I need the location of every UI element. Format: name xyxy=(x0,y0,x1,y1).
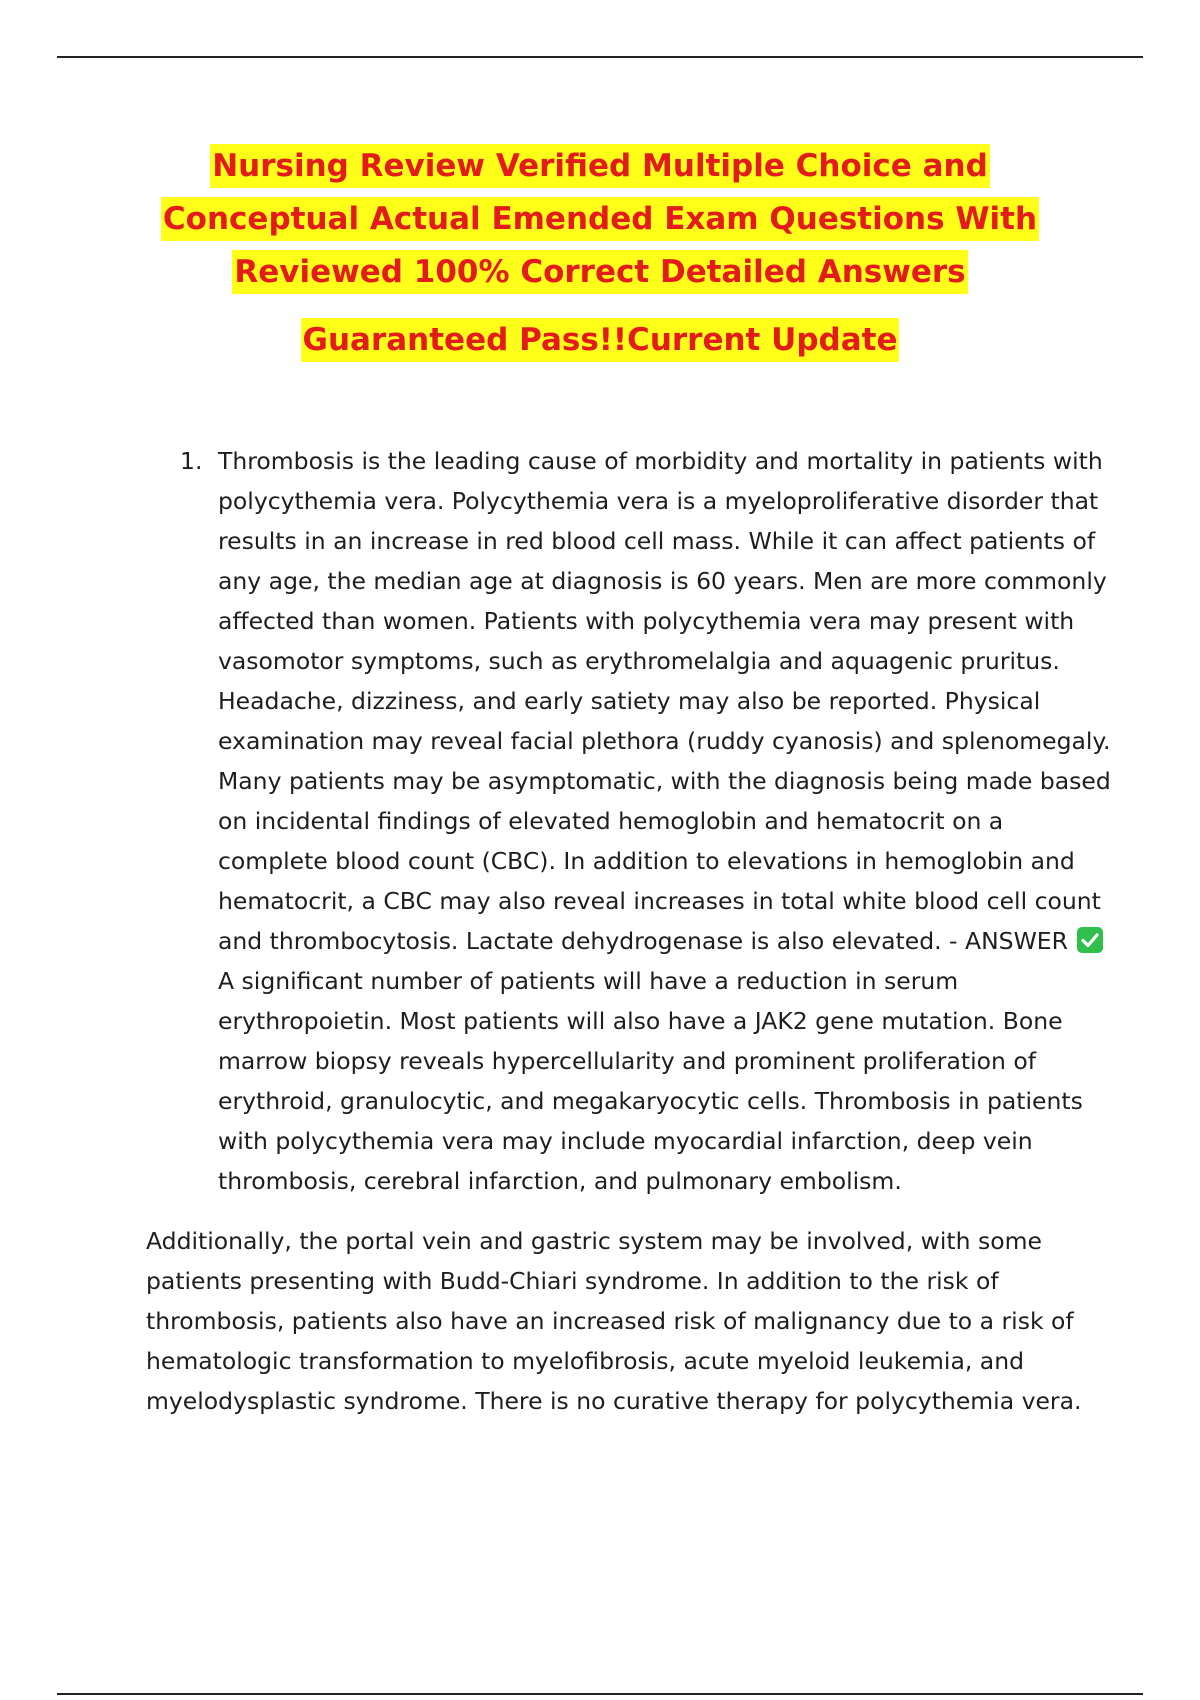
paragraph-line: Additionally, the portal vein and gastric system may be involved, with some xyxy=(146,1227,1042,1255)
continuation-paragraph xyxy=(146,1221,1106,1421)
question-line: any age, the median age at diagnosis is 60 years. Men are more commonly xyxy=(218,567,1107,595)
paragraph-line: thrombosis, patients also have an increased risk of malignancy due to a risk of xyxy=(146,1307,1074,1335)
paragraph-line: hematologic transformation to myelofibrosis, acute myeloid leukemia, and xyxy=(146,1347,1025,1375)
answer-line xyxy=(218,921,1095,961)
paragraph-line: myelodysplastic syndrome. There is no curative therapy for polycythemia vera. xyxy=(146,1387,1082,1415)
question-item xyxy=(180,441,1111,1201)
title-line: Nursing Review Verified Multiple Choice and xyxy=(100,140,1100,193)
answer-text-line: erythroid, granulocytic, and megakaryocytic cells. Thrombosis in patients xyxy=(218,1087,1083,1115)
title-line: Conceptual Actual Emended Exam Questions With xyxy=(100,193,1100,246)
question-line: Many patients may be asymptomatic, with the diagnosis being made based xyxy=(218,767,1111,795)
question-line: polycythemia vera. Polycythemia vera is a myeloproliferative disorder that xyxy=(218,487,1099,515)
question-line: Thrombosis is the leading cause of morbidity and mortality in patients with xyxy=(218,447,1103,475)
paragraph-line: patients presenting with Budd-Chiari syndrome. In addition to the risk of xyxy=(146,1267,999,1295)
top-rule xyxy=(57,56,1143,58)
question-line: on incidental findings of elevated hemoglobin and hematocrit on a xyxy=(218,807,1004,835)
answer-text-line: with polycythemia vera may include myocardial infarction, deep vein xyxy=(218,1127,1033,1155)
question-number: 1. xyxy=(180,447,203,475)
answer-line-text: and thrombocytosis. Lactate dehydrogenase is also elevated. - ANSWER xyxy=(218,927,1068,955)
answer-text-line: A significant number of patients will have a reduction in serum xyxy=(218,967,959,995)
title-line: Guaranteed Pass!!Current Update xyxy=(100,314,1100,367)
answer-text-line: erythropoietin. Most patients will also have a JAK2 gene mutation. Bone xyxy=(218,1007,1063,1035)
question-line: examination may reveal facial plethora (ruddy cyanosis) and splenomegaly. xyxy=(218,727,1111,755)
title-line: Reviewed 100% Correct Detailed Answers xyxy=(100,246,1100,299)
question-line: vasomotor symptoms, such as erythromelalgia and aquagenic pruritus. xyxy=(218,647,1060,675)
question-text xyxy=(218,441,1111,1201)
question-line: Headache, dizziness, and early satiety may also be reported. Physical xyxy=(218,687,1041,715)
answer-text-line: thrombosis, cerebral infarction, and pulmonary embolism. xyxy=(218,1167,902,1195)
bottom-rule xyxy=(57,1693,1143,1695)
check-mark-icon xyxy=(1076,926,1104,954)
question-line: results in an increase in red blood cell mass. While it can affect patients of xyxy=(218,527,1096,555)
question-line: complete blood count (CBC). In addition to elevations in hemoglobin and xyxy=(218,847,1075,875)
question-line: affected than women. Patients with polycythemia vera may present with xyxy=(218,607,1075,635)
document-title xyxy=(100,140,1100,367)
question-line: hematocrit, a CBC may also reveal increases in total white blood cell count xyxy=(218,887,1101,915)
answer-text-line: marrow biopsy reveals hypercellularity and prominent proliferation of xyxy=(218,1047,1036,1075)
